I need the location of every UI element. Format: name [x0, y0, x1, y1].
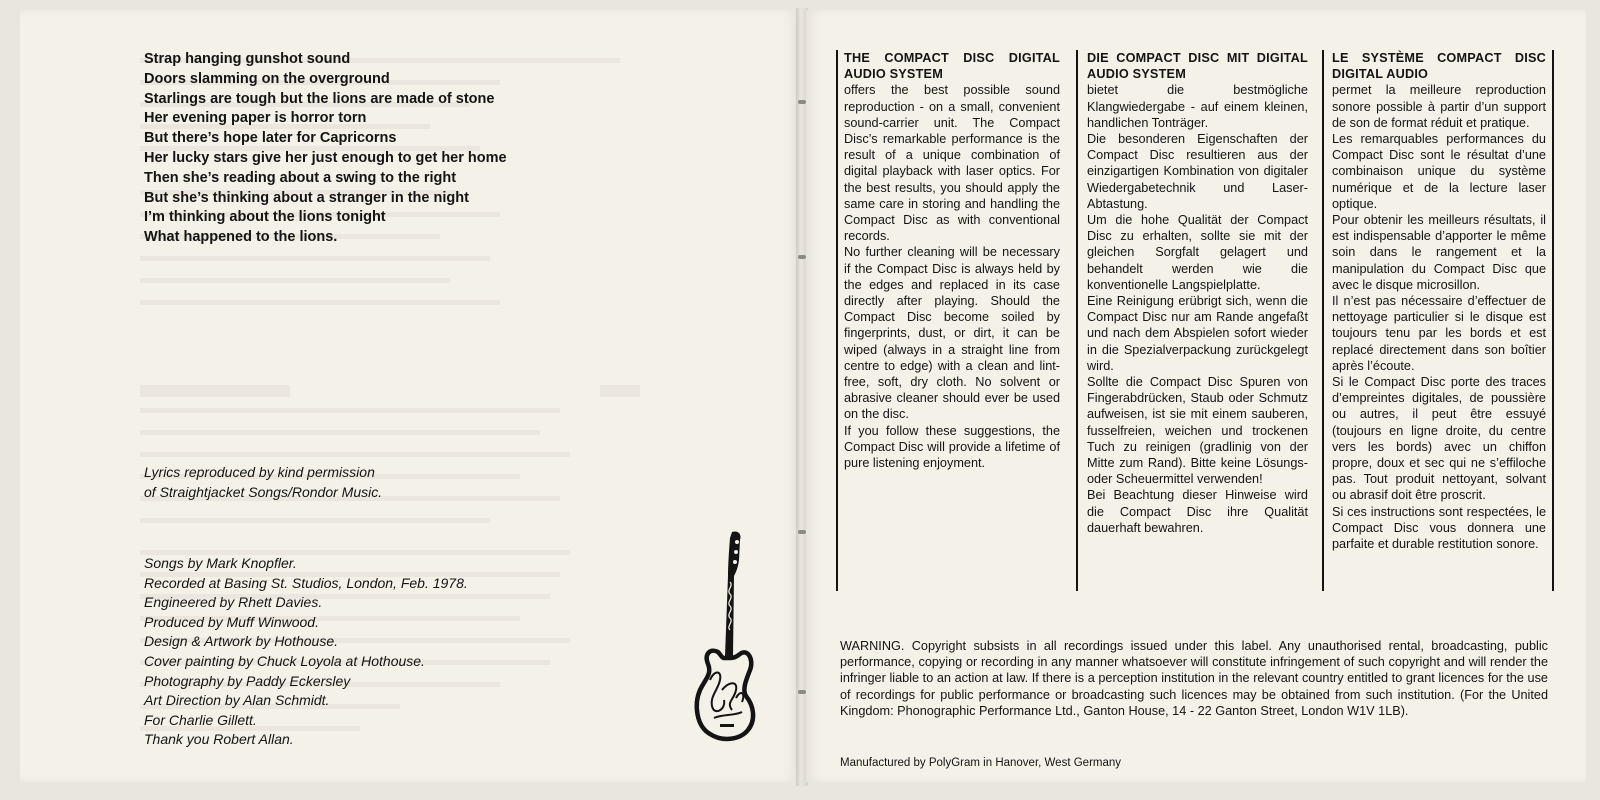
credit-line: Recorded at Basing St. Studios, London, Feb. 1978. — [144, 574, 468, 591]
german-paragraph: Um die hohe Qualität der Compact Disc zu erhalten, sollte sie mit der gleichen Sorgfalt gelagert und behandelt werden wie die konventionelle Langspielplatte. — [1087, 213, 1308, 292]
manufacturer-note: Manufactured by PolyGram in Hanover, West Germany — [840, 757, 1122, 769]
lyrics-block — [144, 50, 564, 248]
lyric-line: Then she’s reading about a swing to the right — [144, 169, 457, 186]
guitar-logo-icon — [692, 530, 762, 755]
lyric-line: I’m thinking about the lions tonight — [144, 209, 386, 226]
credit-line: Design & Artwork by Hothouse. — [144, 633, 339, 650]
permission-line: of Straightjacket Songs/Rondor Music. — [144, 483, 383, 500]
album-credits — [144, 554, 468, 750]
french-column — [1322, 50, 1554, 591]
english-column — [836, 50, 1068, 591]
english-paragraph: If you follow these suggestions, the Compact Disc will provide a lifetime of pure listening enjoyment. — [844, 423, 1060, 471]
copyright-warning: WARNING. Copyright subsists in all recordings issued under this label. Any unauthorised rental, broadcasting, public performance, copying or recording in any manner whatsoever will constitute infringement of such copyright and will render the infringer liable to an action at law. If there is a perception institution in the relevant country entitled to grant licences for the use of recordings for public performance or broadcasting such licences may be obtained from such institution. (For the United Kingdom: Phonographic Performance Ltd., Ganton House, 14 - 22 Ganton Street, London W1V 1LB). — [840, 639, 1548, 718]
german-paragraph: Eine Reinigung erübrigt sich, wenn die Compact Disc nur am Rande angefaßt und nach dem Abspielen sofort wieder in die Spezialverpackung zurückgelegt wird. — [1087, 294, 1308, 373]
credit-line: Produced by Muff Winwood. — [144, 613, 319, 630]
french-heading: LE SYSTÈME COMPACT DISC DIGITAL AUDIO — [1332, 51, 1546, 82]
credit-line: Engineered by Rhett Davies. — [144, 594, 323, 611]
lyric-line: Her lucky stars give her just enough to get her home — [144, 149, 507, 166]
credit-line: Cover painting by Chuck Loyola at Hothouse. — [144, 652, 425, 669]
lyric-line: Starlings are tough but the lions are made of stone — [144, 90, 495, 107]
english-paragraph: No further cleaning will be necessary if the Compact Disc is always held by the edges and replaced in its case directly after playing. Should the Compact Disc become soiled by fingerprints, dust, or dirt, it can be wiped (always in a straight line from centre to edge) with a clean and lint-free, soft, dry cloth. No solvent or abrasive cleaner should ever be used on the disc. — [844, 245, 1060, 422]
staple — [798, 255, 806, 259]
german-heading: DIE COMPACT DISC MIT DIGITAL AUDIO SYSTEM — [1087, 51, 1308, 82]
german-column — [1076, 50, 1316, 591]
lyric-line: But she’s thinking about a stranger in the night — [144, 189, 469, 206]
english-heading: THE COMPACT DISC DIGITAL AUDIO SYSTEM — [844, 51, 1060, 82]
french-paragraph: Il n’est pas nécessaire d’effectuer de nettoyage particulier si le disque est toujours tenu par les bords et est replacé directement dans son boîtier après l’écoute. — [1332, 294, 1546, 373]
staple — [798, 100, 806, 104]
credit-line: For Charlie Gillett. — [144, 711, 257, 728]
staple — [798, 690, 806, 694]
english-paragraph: offers the best possible sound reproduction - on a small, convenient sound-carrier unit. The Compact Disc’s remarkable performance is the result of a unique combination of digital playback with laser optics. For the best results, you should apply the same care in storing and handling the Compact Disc as with conventional records. — [844, 83, 1060, 244]
staple — [798, 530, 806, 534]
german-paragraph: Bei Beachtung dieser Hinweise wird die Compact Disc ihre Qualität dauerhaft bewahren. — [1087, 488, 1308, 535]
french-paragraph: Si le Compact Disc porte des traces d’empreintes digitales, de poussière ou autres, il peut être essuyé (toujours en ligne droite, du centre vers les bords) avec un chiffon propre, doux et sec qui ne s’effiloche pas. Tout produit nettoyant, solvant ou abrasif doit être proscrit. — [1332, 375, 1546, 503]
lyric-line: Doors slamming on the overground — [144, 70, 390, 87]
lyric-line: Her evening paper is horror torn — [144, 110, 367, 127]
lyric-line: But there’s hope later for Capricorns — [144, 130, 397, 147]
lyric-line: Strap hanging gunshot sound — [144, 51, 351, 67]
german-paragraph: Die besonderen Eigenschaften der Compact Disc resultieren aus der einzigartigen Kombination von digitaler Wiedergabetechnik und Laser-Abtastung. — [1087, 132, 1308, 211]
lyric-line: What happened to the lions. — [144, 229, 338, 246]
lyrics-permission — [144, 463, 382, 502]
credit-line: Art Direction by Alan Schmidt. — [144, 692, 330, 709]
credit-line: Thank you Robert Allan. — [144, 731, 294, 748]
credit-line: Songs by Mark Knopfler. — [144, 555, 297, 571]
french-paragraph: permet la meilleure reproduction sonore possible à partir d’un support de son de format réduit et pratique. — [1332, 83, 1546, 130]
german-paragraph: Sollte die Compact Disc Spuren von Fingerabdrücken, Staub oder Schmutz aufweisen, ist sie mit einem sauberen, fusselfreien, weichen und trockenen Tuch zu reinigen (gradlinig von der Mitte zum Rand). Bitte keine Lösungs- oder Scheuermittel verwenden! — [1087, 375, 1308, 487]
german-paragraph: bietet die bestmögliche Klangwiedergabe - auf einem kleinen, handlichen Tonträger. — [1087, 83, 1308, 130]
credit-line: Photography by Paddy Eckersley — [144, 672, 351, 689]
french-paragraph: Si ces instructions sont respectées, le Compact Disc vous donnera une parfaite et durable restitution sonore. — [1332, 504, 1546, 552]
cd-info-columns — [836, 50, 1547, 591]
permission-line: Lyrics reproduced by kind permission — [144, 464, 375, 480]
french-paragraph: Les remarquables performances du Compact Disc sont le résultat d’une combinaison unique du système numérique et de la lecture laser optique. — [1332, 132, 1546, 211]
french-paragraph: Pour obtenir les meilleurs résultats, il est indispensable d’apporter le même soin dans le rangement et la manipulation du Compact Disc que avec le disque microsillon. — [1332, 213, 1546, 292]
